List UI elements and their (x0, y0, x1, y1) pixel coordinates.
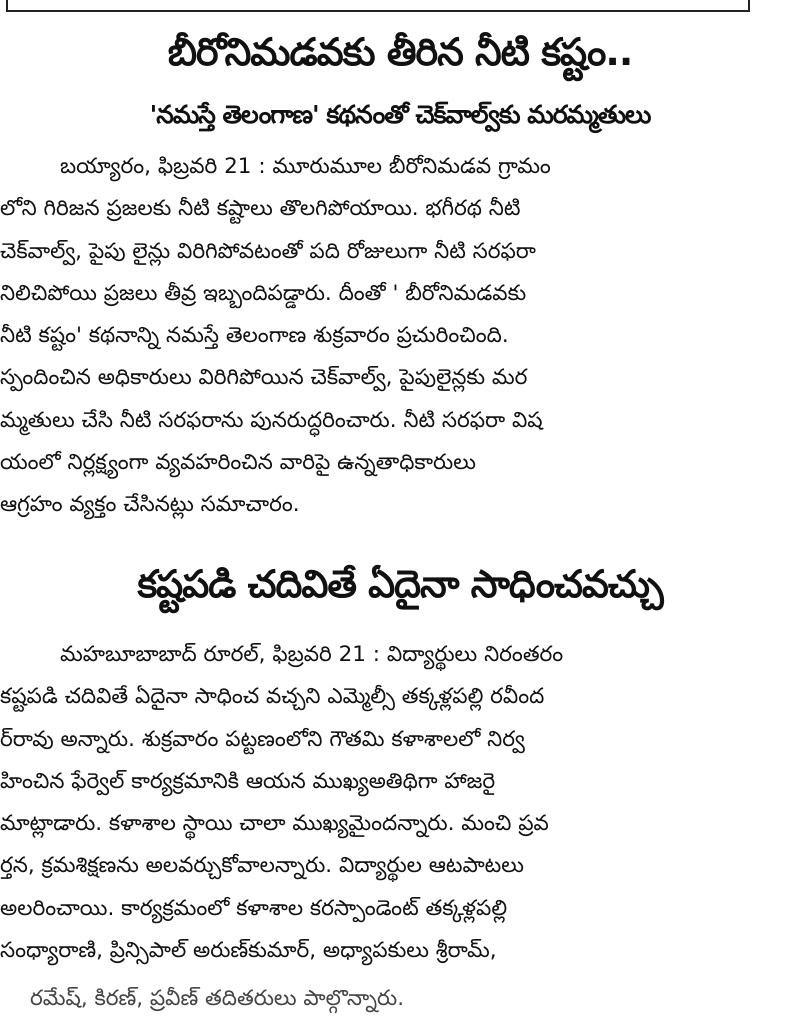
body-line: లోని గిరిజన ప్రజలకు నీటి కష్టాలు తొలగిపోయాయి. భగీరథ నీటి (0, 196, 521, 222)
body-line: ఆగ్రహం వ్యక్తం చేసినట్లు సమాచారం. (0, 492, 300, 518)
body-line: మహబూబాబాద్ రూరల్, ఫిబ్రవరి 21 : విద్యార్థులు నిరంతరం (60, 642, 564, 667)
body-line: కష్టపడి చదివితే ఏదైనా సాధించ వచ్చని ఎమ్మెల్సీ తక్కళ్లపల్లి రవీంద (0, 684, 545, 710)
cut-off-text: రమేష్, కిరణ్, ప్రవీణ్ తదితరులు పాల్గొన్నారు. (30, 986, 405, 1011)
top-border-rule (6, 0, 750, 12)
body-line: బయ్యారం, ఫిబ్రవరి 21 : మూరుమూల బీరోనిమడవ గ్రామం (60, 154, 551, 179)
body-line: నీటి కష్టం' కథనాన్ని నమస్తే తెలంగాణ శుక్రవారం ప్రచురించింది. (0, 323, 509, 349)
article1-subheadline: 'నమస్తే తెలంగాణ' కథనంతో చెక్‌వాల్వ్‌కు మరమ్మతులు (149, 100, 651, 129)
cut-off-line (0, 986, 800, 1011)
body-line: అలరించాయి. కార్యక్రమంలో కళాశాల కరస్పాండెంట్ తక్కళ్లపల్లి (0, 895, 508, 921)
body-line: నిలిచిపోయి ప్రజలు తీవ్ర ఇబ్బందిపడ్డారు. దీంతో ' బీరోనిమడవకు (0, 280, 527, 306)
body-line: చెక్‌వాల్వ్, పైపు లైన్లు విరిగిపోవటంతో పది రోజులుగా నీటి సరఫరా (0, 238, 536, 264)
article1-body (0, 146, 800, 527)
article2-body (0, 634, 800, 972)
article2-headline: కష్టపడి చదివితే ఏదైనా సాధించవచ్చు (137, 562, 663, 606)
body-line: మాట్లాడారు. కళాశాల స్థాయి చాలా ముఖ్యమైందన్నారు. మంచి ప్రవ (0, 811, 549, 837)
body-line: హించిన ఫేర్వెల్ కార్యక్రమానికి ఆయన ముఖ్యఅతిథిగా హాజరై (0, 768, 496, 794)
body-line: ర్‌రావు అన్నారు. శుక్రవారం పట్టణంలోని గౌతమి కళాశాలలో నిర్వ (0, 726, 525, 752)
body-line: సంధ్యారాణి, ప్రిన్సిపాల్ అరుణ్‌కుమార్, అధ్యాపకులు శ్రీరామ్, (0, 938, 497, 964)
body-line: స్పందించిన అధికారులు విరిగిపోయిన చెక్‌వాల్వ్, పైపులైన్లకు మర (0, 365, 528, 391)
body-line: యంలో నిర్లక్ష్యంగా వ్యవహరించిన వారిపై ఉన్నతాధికారులు (0, 450, 476, 476)
article1-headline: బీరోనిమడవకు తీరిన నీటి కష్టం.. (167, 30, 633, 74)
body-line: మ్మతులు చేసి నీటి సరఫరాను పునరుద్ధరించారు. నీటి సరఫరా విష (0, 407, 543, 433)
body-line: ర్తన, క్రమశిక్షణను అలవర్చుకోవాలన్నారు. విద్యార్థుల ఆటపాటలు (0, 853, 524, 879)
